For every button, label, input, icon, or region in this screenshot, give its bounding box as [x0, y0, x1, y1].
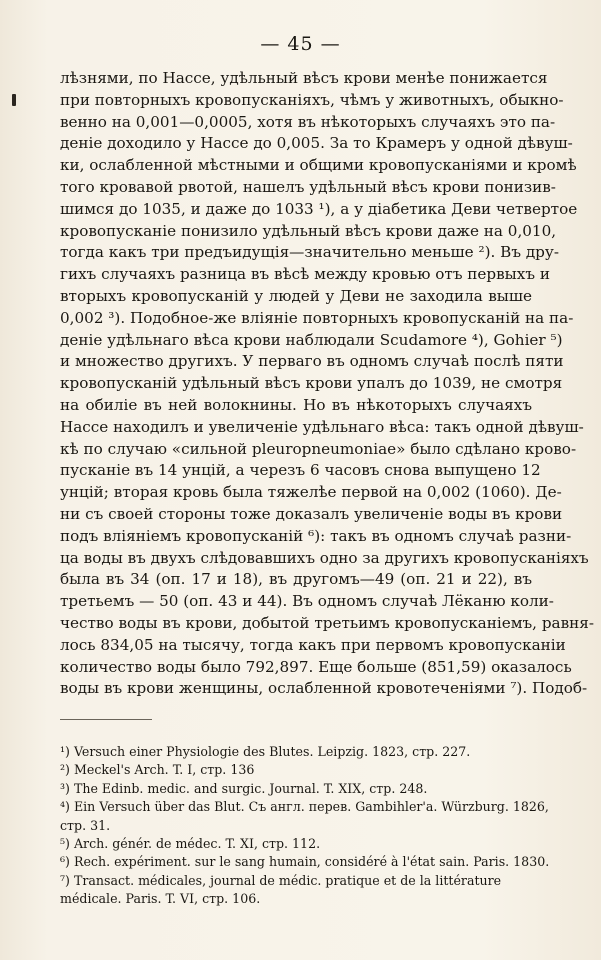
footnote-line: ⁷) Transact. médicales, journal de médic. pratique et de la littérature — [60, 872, 502, 888]
body-line: 0,002 ³). Подобное-же вліяніе повторныхъ кровопусканій на па- — [60, 308, 574, 327]
footnote-line: ²) Meckel's Arch. T. I, стр. 136 — [60, 762, 255, 778]
body-line: шимся до 1035, и даже до 1033 ¹), а у діабетика Деви четвертое — [60, 199, 578, 218]
footnote-line: ⁴) Ein Versuch über das Blut. Съ англ. перев. Gambihler'a. Würzburg. 1826, — [60, 799, 549, 815]
body-line: ца воды въ двухъ слѣдовавшихъ одно за другихъ кровопусканіяхъ — [60, 548, 589, 567]
body-line: ни съ своей стороны тоже доказалъ увеличеніе воды въ крови — [60, 504, 563, 523]
body-line: чество воды въ крови, добытой третьимъ кровопусканіемъ, равня- — [60, 613, 595, 632]
body-line: при повторныхъ кровопусканіяхъ, чѣмъ у животныхъ, обыкно- — [60, 90, 564, 109]
footnotes — [60, 743, 550, 909]
body-line: кѣ по случаю «сильной pleuropneumoniae» было сдѣлано крово- — [60, 439, 577, 458]
body-line: лось 834,05 на тысячу, тогда какъ при первомъ кровопусканіи — [60, 635, 566, 654]
body-text — [60, 68, 595, 700]
body-line: кровопусканій удѣльный вѣсъ крови упалъ до 1039, не смотря — [60, 374, 563, 393]
body-line: гихъ случаяхъ разница въ вѣсѣ между кровью отъ первыхъ и — [60, 265, 550, 284]
body-line: деніе удѣльнаго вѣса крови наблюдали Scudamore ⁴), Gohier ⁵) — [60, 330, 563, 349]
body-line: пусканіе въ 14 унцій, а черезъ 6 часовъ снова выпущено 12 — [60, 461, 541, 480]
body-line: подъ вліяніемъ кровопусканій ⁶): такъ въ одномъ случаѣ разни- — [60, 526, 572, 545]
body-line: была въ 34 (оп. 17 и 18), въ другомъ—49 (оп. 21 и 22), въ — [60, 570, 532, 589]
body-line: унцій; вторая кровь была тяжелѣе первой на 0,002 (1060). Де- — [60, 483, 562, 502]
body-line: тогда какъ три предъидущія—значительно меньше ²). Въ дру- — [60, 243, 559, 262]
body-line: ки, ослабленной мѣстными и общими кровопусканіями и кромѣ — [60, 156, 577, 175]
body-line: и множество другихъ. У перваго въ одномъ случаѣ послѣ пяти — [60, 352, 564, 371]
body-line: того кровавой рвотой, нашелъ удѣльный вѣсъ крови понизив- — [60, 177, 556, 196]
body-line: Нассе находилъ и увеличеніе удѣльнаго вѣса: такъ одной дѣвуш- — [60, 417, 584, 436]
footnote-line: ⁵) Arch. génér. de médec. T. XI, стр. 112. — [60, 835, 321, 851]
body-line: деніе доходило у Нассе до 0,005. За то Крамеръ у одной дѣвуш- — [60, 134, 573, 153]
margin-mark — [12, 94, 16, 106]
body-line: вторыхъ кровопусканій у людей у Деви не заходила выше — [60, 286, 532, 305]
footnote-line: ³) The Edinb. medic. and surgic. Journal. T. XIX, стр. 248. — [60, 780, 428, 796]
page-number: — 45 — — [260, 33, 341, 55]
footnote-line: médicale. Paris. T. VI, стр. 106. — [60, 891, 261, 907]
footnote-divider — [60, 719, 152, 720]
footnote-line: стр. 31. — [60, 817, 111, 833]
body-line: на обиліе въ ней волокнины. Но въ нѣкоторыхъ случаяхъ — [60, 395, 532, 414]
body-line: лѣзнями, по Нассе, удѣльный вѣсъ крови менѣе понижается — [60, 69, 548, 87]
body-line: третьемъ — 50 (оп. 43 и 44). Въ одномъ случаѣ Лёканю коли- — [60, 592, 554, 611]
body-line: кровопусканіе понизило удѣльный вѣсъ крови даже на 0,010, — [60, 221, 557, 240]
body-line: венно на 0,001—0,0005, хотя въ нѣкоторыхъ случаяхъ это па- — [60, 112, 556, 131]
body-line: воды въ крови женщины, ослабленной кровотеченіями ⁷). Подоб- — [60, 679, 588, 698]
body-line: количество воды было 792,897. Еще больше (851,59) оказалось — [60, 657, 572, 676]
footnote-line: ¹) Versuch einer Physiologie des Blutes. Leipzig. 1823, стр. 227. — [60, 744, 471, 759]
footnote-line: ⁶) Rech. expériment. sur le sang humain, considéré à l'état sain. Paris. 1830. — [60, 854, 550, 870]
